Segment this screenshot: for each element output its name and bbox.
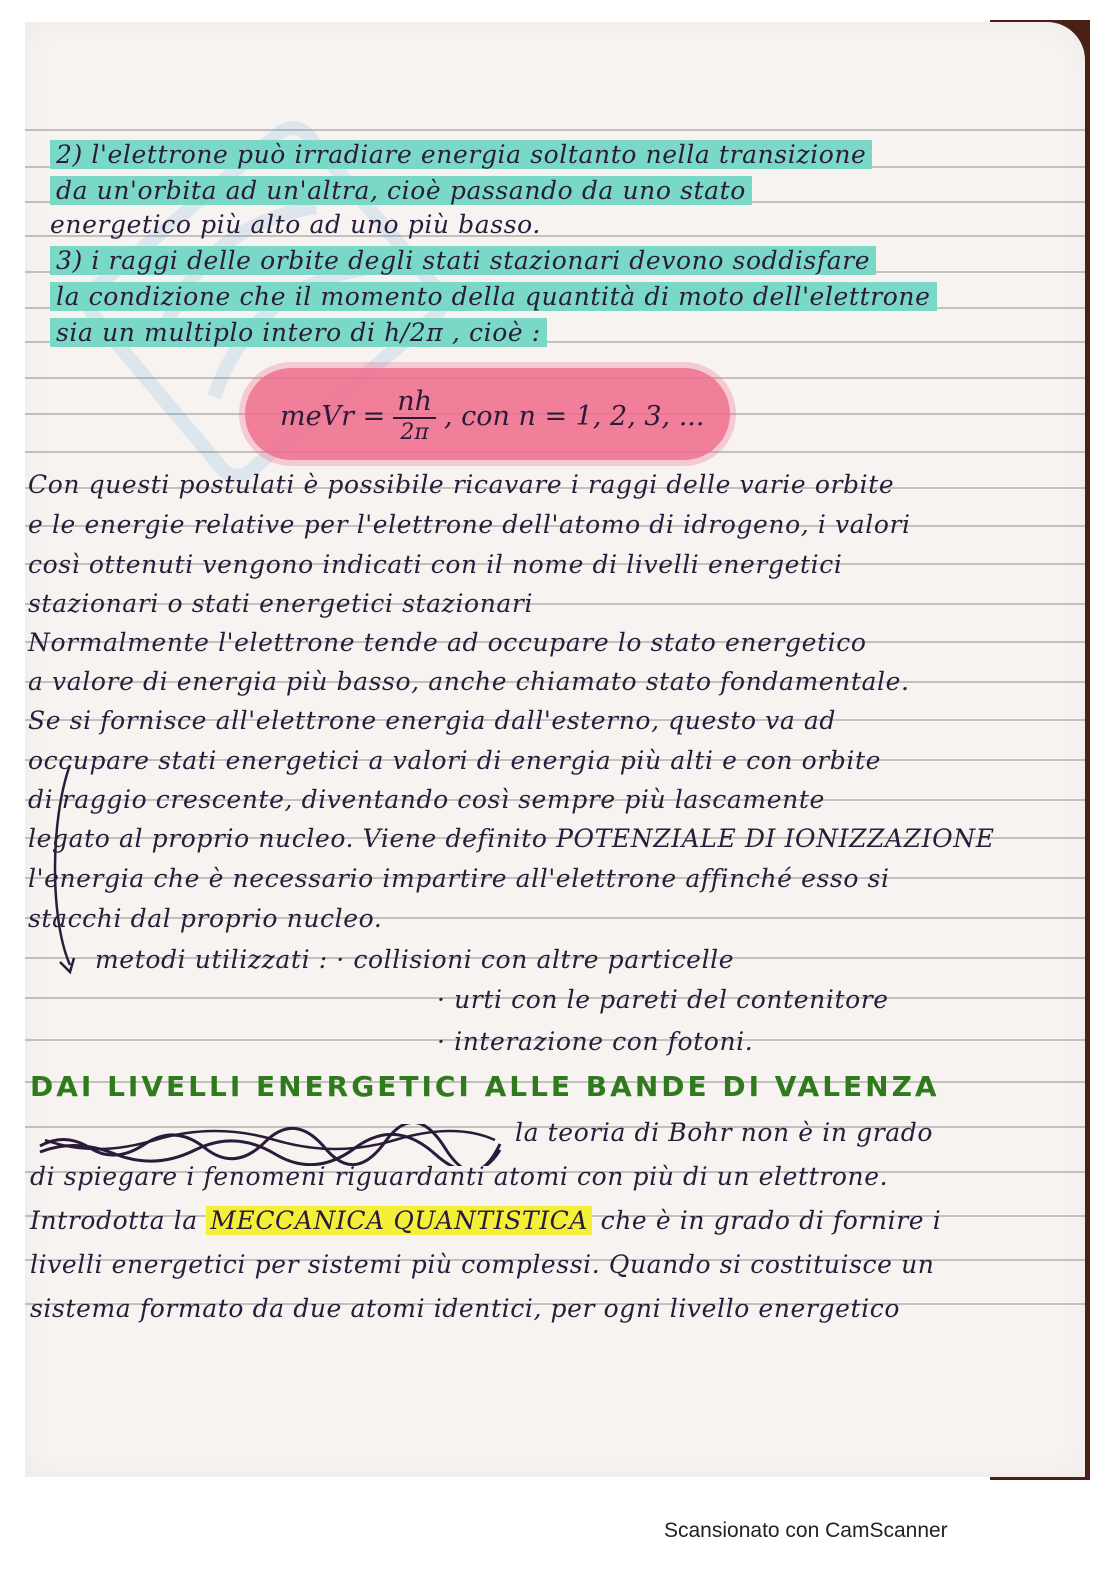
crossed-out-text [35, 1124, 505, 1166]
note-line: di spiegare i fenomeni riguardanti atomi con più di un elettrone. [30, 1162, 889, 1191]
note-line: la condizione che il momento della quantità di moto dell'elettrone [50, 282, 937, 311]
note-line: Introdotta la MECCANICA QUANTISTICA che è in grado di fornire i [30, 1206, 942, 1235]
note-line: da un'orbita ad un'altra, cioè passando da uno stato [50, 176, 752, 205]
note-line: · interazione con fotoni. [437, 1027, 754, 1056]
note-line: 2) l'elettrone può irradiare energia soltanto nella transizione [50, 140, 872, 169]
note-line: occupare stati energetici a valori di energia più alti e con orbite [28, 746, 882, 775]
note-line: Con questi postulati è possibile ricavare i raggi delle varie orbite [28, 470, 895, 499]
note-line: sistema formato da due atomi identici, per ogni livello energetico [30, 1294, 900, 1323]
formula-numerator: nh [393, 388, 436, 419]
formula-rest: , con n = 1, 2, 3, ... [443, 400, 705, 432]
section-heading: DAI LIVELLI ENERGETICI ALLE BANDE DI VALENZA [30, 1070, 940, 1103]
note-line: legato al proprio nucleo. Viene definito POTENZIALE DI IONIZZAZIONE [28, 824, 995, 853]
note-line: Se si fornisce all'elettrone energia dall'esterno, questo va ad [28, 706, 837, 735]
arrow-bracket-icon [30, 760, 90, 990]
note-line: e le energie relative per l'elettrone dell'atomo di idrogeno, i valori [28, 510, 911, 539]
note-line: l'energia che è necessario impartire all'elettrone affinché esso si [28, 864, 890, 893]
note-line: energetico più alto ad uno più basso. [50, 210, 541, 239]
highlighted-term: MECCANICA QUANTISTICA [206, 1206, 592, 1235]
formula-fraction [393, 388, 436, 444]
formula-denominator: 2π [400, 420, 429, 445]
note-line: stacchi dal proprio nucleo. [28, 904, 383, 933]
formula-lhs: meVr = [280, 400, 386, 432]
note-line: metodi utilizzati : · collisioni con altre particelle [95, 945, 735, 974]
note-line: stazionari o stati energetici stazionari [28, 589, 534, 618]
note-line: Normalmente l'elettrone tende ad occupare lo stato energetico [28, 628, 867, 657]
note-line: sia un multiplo intero di h/2π , cioè : [50, 318, 547, 347]
bohr-quantization-formula [280, 388, 704, 444]
note-line: la teoria di Bohr non è in grado [515, 1118, 934, 1147]
note-line: a valore di energia più basso, anche chiamato stato fondamentale. [28, 667, 910, 696]
scanner-footer: Scansionato con CamScanner [664, 1519, 948, 1542]
note-line: · urti con le pareti del contenitore [437, 985, 889, 1014]
note-line: di raggio crescente, diventando così sempre più lascamente [28, 785, 825, 814]
note-line: così ottenuti vengono indicati con il nome di livelli energetici [28, 550, 843, 579]
note-line: 3) i raggi delle orbite degli stati stazionari devono soddisfare [50, 246, 876, 275]
note-line: livelli energetici per sistemi più complessi. Quando si costituisce un [30, 1250, 935, 1279]
